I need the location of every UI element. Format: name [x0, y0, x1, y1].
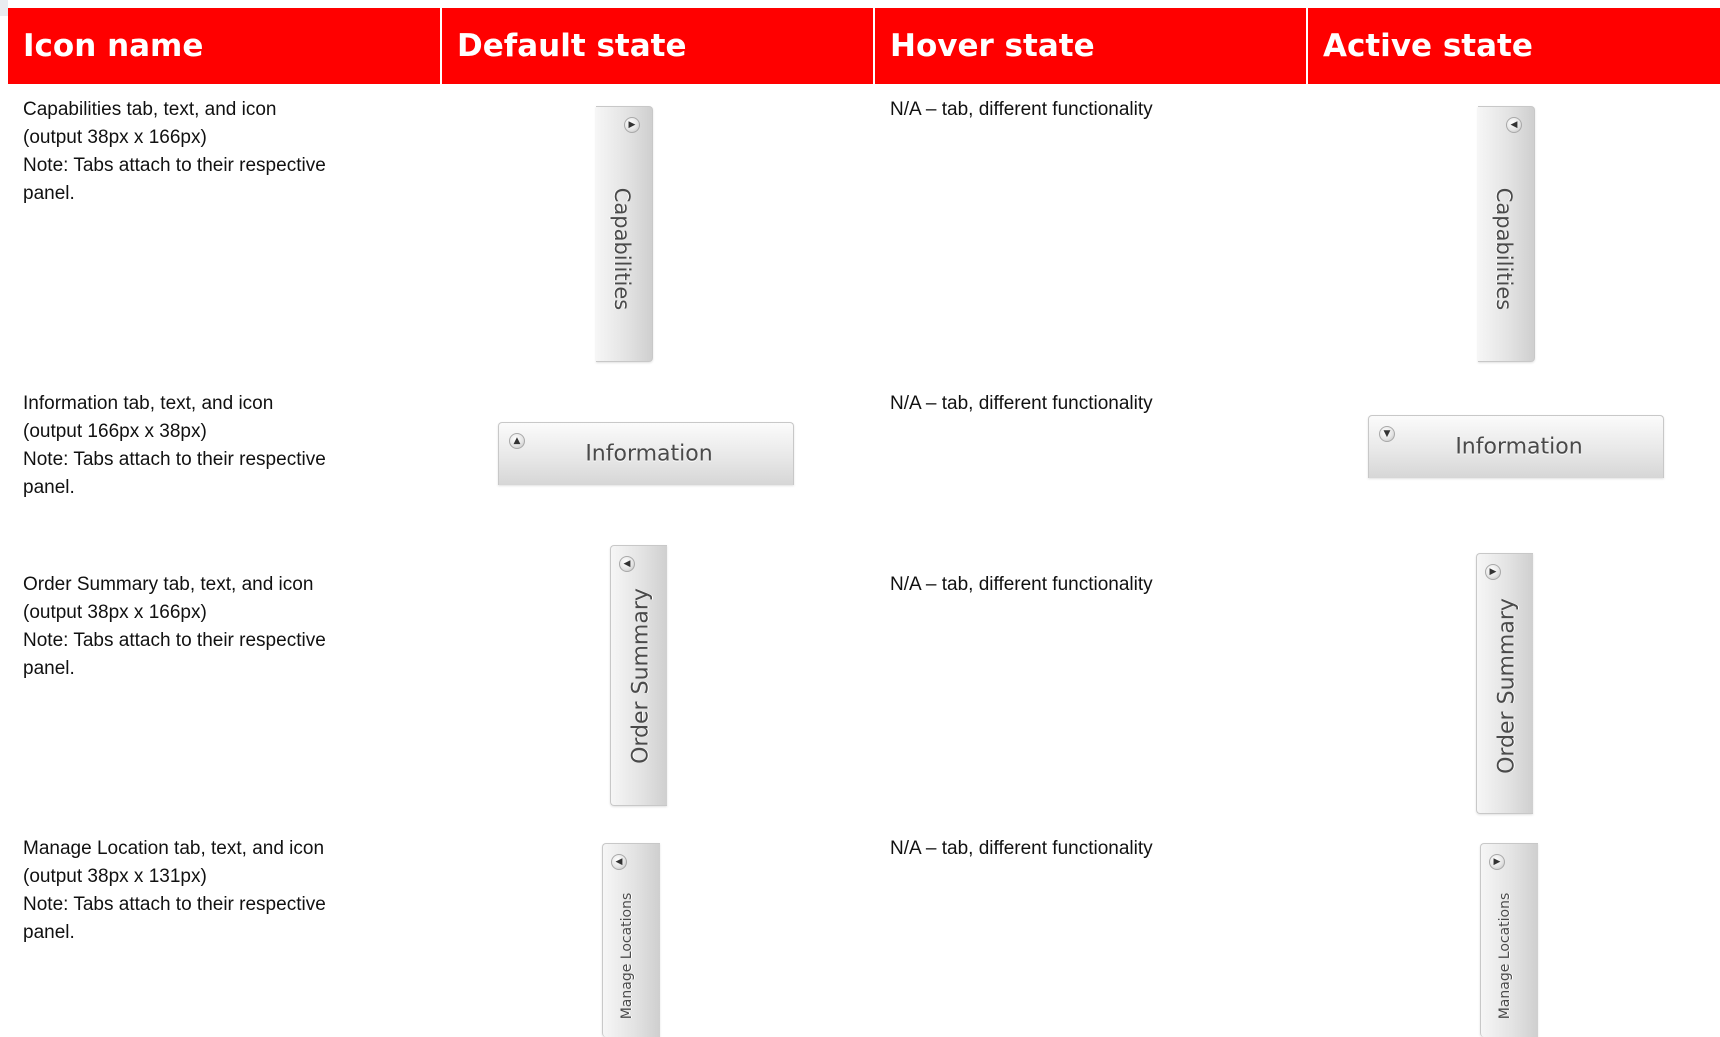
header-icon-name: Icon name [8, 8, 442, 84]
arrow-left-icon: ◀ [1506, 117, 1522, 133]
tab-label: Manage Locations [619, 892, 635, 1020]
arrow-left-icon: ◀ [619, 556, 635, 572]
table-row [8, 390, 1720, 500]
arrow-down-icon: ▼ [1379, 426, 1395, 442]
order-summary-tab-default[interactable] [610, 545, 667, 806]
manage-locations-tab-active[interactable] [1480, 843, 1538, 1037]
row-description [23, 390, 403, 502]
description-line: Manage Location tab, text, and icon [23, 838, 325, 859]
information-tab-default[interactable] [498, 422, 794, 485]
hover-state-note: N/A – tab, different functionality [890, 574, 1153, 595]
row-description [23, 96, 403, 208]
tab-label: Order Summary [1494, 598, 1520, 774]
description-line: panel. [23, 658, 75, 679]
description-line: Capabilities tab, text, and icon [23, 99, 277, 120]
table-header-row [8, 8, 1720, 84]
description-line: (output 38px x 131px) [23, 866, 207, 887]
table-row [8, 835, 1720, 1037]
tab-label: Information [1455, 434, 1583, 460]
header-hover-state: Hover state [875, 8, 1308, 84]
header-active-state: Active state [1308, 8, 1720, 84]
description-line: panel. [23, 922, 75, 943]
arrow-right-icon: ▶ [1485, 564, 1501, 580]
arrow-right-icon: ▶ [624, 117, 640, 133]
order-summary-tab-active[interactable] [1476, 553, 1533, 814]
description-line: Information tab, text, and icon [23, 393, 274, 414]
description-line: Note: Tabs attach to their respective [23, 630, 326, 651]
tab-label: Order Summary [628, 588, 654, 764]
tab-label: Manage Locations [1497, 892, 1513, 1020]
hover-state-note: N/A – tab, different functionality [890, 99, 1153, 120]
description-line: (output 38px x 166px) [23, 602, 207, 623]
description-line: Note: Tabs attach to their respective [23, 449, 326, 470]
tab-label: Capabilities [1492, 187, 1516, 311]
description-line: panel. [23, 183, 75, 204]
arrow-right-icon: ▶ [1489, 854, 1505, 870]
corner-mark [0, 0, 8, 16]
tab-label: Information [585, 441, 713, 467]
capabilities-tab-default[interactable] [596, 106, 653, 362]
row-description [23, 571, 403, 683]
manage-locations-tab-default[interactable] [602, 843, 660, 1037]
description-line: Order Summary tab, text, and icon [23, 574, 314, 595]
description-line: (output 166px x 38px) [23, 421, 207, 442]
description-line: (output 38px x 166px) [23, 127, 207, 148]
description-line: panel. [23, 477, 75, 498]
capabilities-tab-active[interactable] [1478, 106, 1535, 362]
header-default-state: Default state [442, 8, 875, 84]
tab-label: Capabilities [610, 187, 634, 311]
table-row [8, 559, 1720, 816]
arrow-up-icon: ▲ [509, 433, 525, 449]
row-description [23, 835, 403, 947]
description-line: Note: Tabs attach to their respective [23, 894, 326, 915]
arrow-left-icon: ◀ [611, 854, 627, 870]
table-row [8, 96, 1720, 366]
hover-state-note: N/A – tab, different functionality [890, 838, 1153, 859]
information-tab-active[interactable] [1368, 415, 1664, 478]
description-line: Note: Tabs attach to their respective [23, 155, 326, 176]
hover-state-note: N/A – tab, different functionality [890, 393, 1153, 414]
